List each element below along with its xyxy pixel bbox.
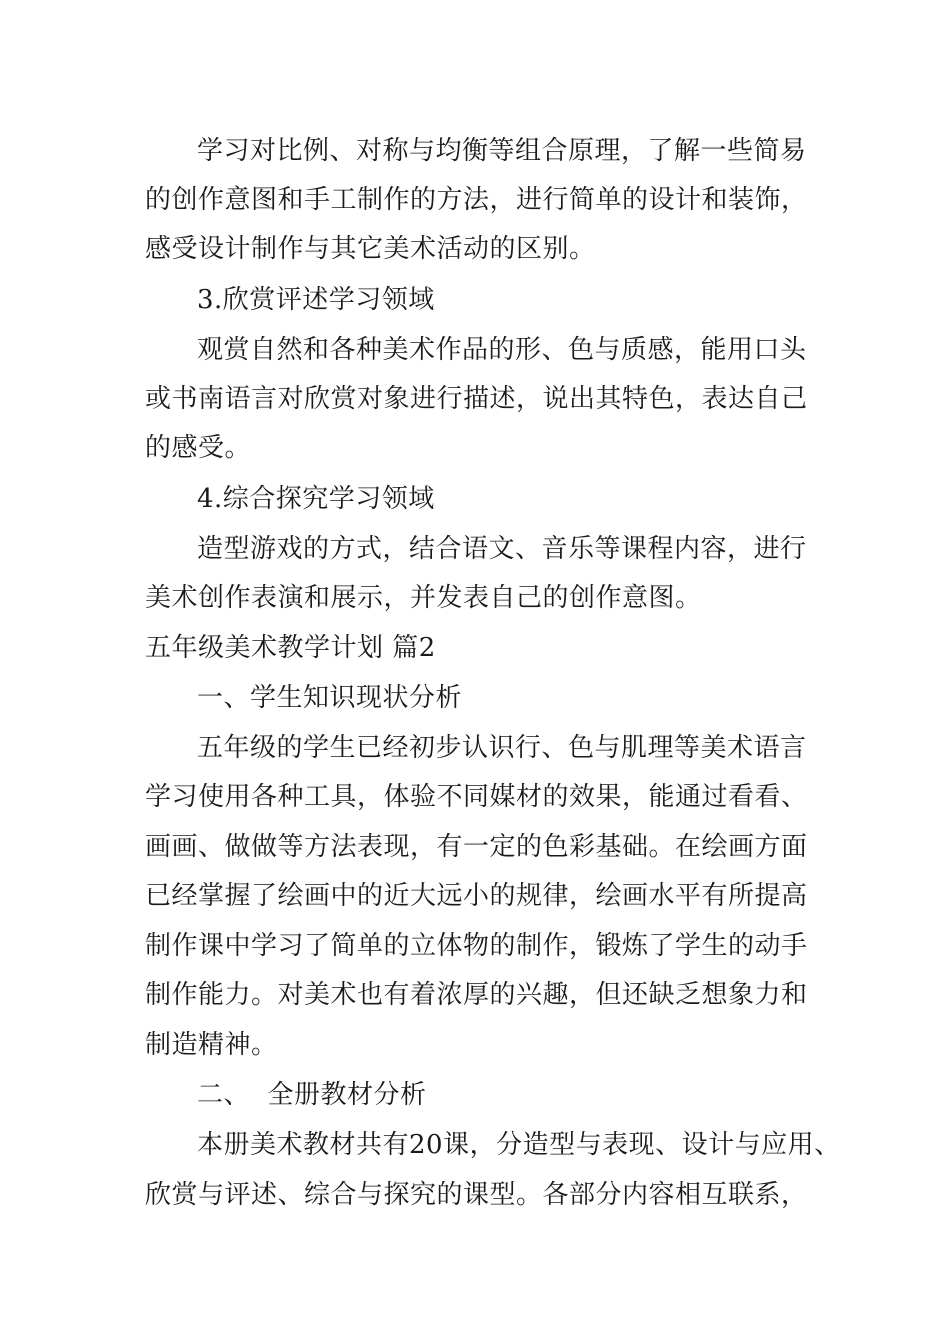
paragraph-line: 制作能力。对美术也有着浓厚的兴趣，但还缺乏想象力和 — [145, 980, 808, 1010]
section-heading: 二、 全册教材分析 — [197, 1080, 427, 1110]
section-heading: 3.欣赏评述学习领域 — [197, 285, 435, 315]
paragraph-line: 或书南语言对欣赏对象进行描述，说出其特色，表达自己 — [145, 384, 808, 414]
paragraph-line: 欣赏与评述、综合与探究的课型。各部分内容相互联系， — [145, 1180, 808, 1210]
section-heading: 4.综合探究学习领域 — [197, 484, 435, 514]
paragraph-line: 学习使用各种工具，体验不同媒材的效果，能通过看看、 — [145, 782, 808, 812]
paragraph-line: 的创作意图和手工制作的方法，进行简单的设计和装饰， — [145, 185, 808, 215]
paragraph-line: 本册美术教材共有20课，分造型与表现、设计与应用、 — [197, 1130, 841, 1160]
paragraph-line: 观赏自然和各种美术作品的形、色与质感，能用口头 — [197, 335, 807, 365]
paragraph-line: 的感受。 — [145, 433, 252, 463]
paragraph-line: 制造精神。 — [145, 1030, 278, 1060]
paragraph-line: 感受设计制作与其它美术活动的区别。 — [145, 234, 596, 264]
paragraph-line: 已经掌握了绘画中的近大远小的规律，绘画水平有所提高 — [145, 881, 808, 911]
paragraph-line: 画画、做做等方法表现，有一定的色彩基础。在绘画方面 — [145, 832, 808, 862]
paragraph-line: 美术创作表演和展示，并发表自己的创作意图。 — [145, 583, 702, 613]
paragraph-line: 造型游戏的方式，结合语文、音乐等课程内容，进行 — [197, 534, 807, 564]
paragraph-line: 学习对比例、对称与均衡等组合原理，了解一些简易 — [197, 136, 807, 166]
document-title: 五年级美术教学计划 篇2 — [145, 633, 436, 663]
paragraph-line: 五年级的学生已经初步认识行、色与肌理等美术语言 — [197, 733, 807, 763]
section-heading: 一、学生知识现状分析 — [197, 683, 463, 713]
paragraph-line: 制作课中学习了简单的立体物的制作，锻炼了学生的动手 — [145, 931, 808, 961]
